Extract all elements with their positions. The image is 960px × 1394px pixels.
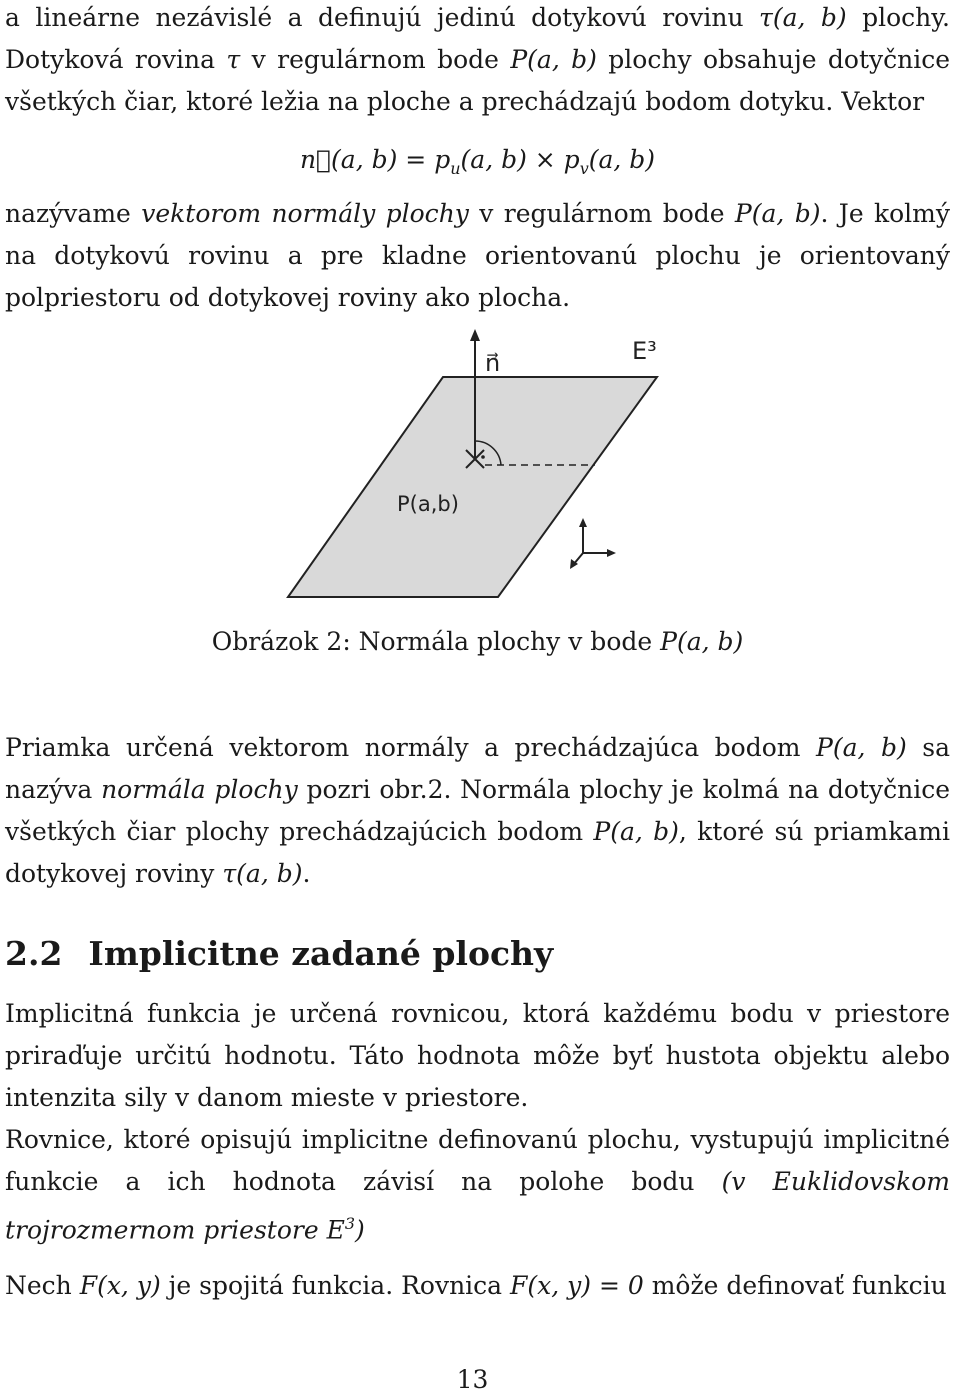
paragraph-tangent-plane xyxy=(5,0,950,123)
emphasis-text: (v Euklidovskom trojrozmernom priestore E xyxy=(5,1167,951,1245)
label-n: n⃗ xyxy=(485,349,501,377)
emphasis-term: normála plochy xyxy=(101,775,298,804)
text: pozri obr.2. Normála plochy je kolmá na dotyčnice všetkých čiar plochy prechádzajúcich bodom xyxy=(5,775,951,846)
text: Priamka určená vektorom normály a prechádzajúca bodom xyxy=(5,733,817,762)
tangent-plane-shape xyxy=(288,377,657,597)
page xyxy=(5,0,950,1307)
text: v regulárnom bode xyxy=(240,45,511,74)
eq-sub-v: v xyxy=(579,159,589,178)
caption-math: P(a, b) xyxy=(660,627,744,656)
math-pab: P(a, b) xyxy=(816,733,907,762)
text: , ktoré sú priamkami dotykovej roviny xyxy=(5,817,950,888)
axis-horizontal-arrowhead xyxy=(607,549,616,557)
section-number: 2.2 xyxy=(5,934,63,973)
text: . Je kolmý na dotykovú rovinu a pre kladne orientovanú plochu je orientovaný polpriestoru od dotykovej roviny ako plocha. xyxy=(5,199,951,312)
emphasis-term: vektorom normály plochy xyxy=(141,199,469,228)
normal-vector-arrowhead xyxy=(470,329,480,341)
section-heading xyxy=(5,931,950,977)
label-point: P(a,b) xyxy=(397,492,459,516)
eq-mid: (a, b) × p xyxy=(460,145,580,174)
page-number: 13 xyxy=(456,1365,489,1394)
emphasis-text: ) xyxy=(355,1215,365,1245)
math-tau: τ xyxy=(226,45,241,74)
text: nazývame xyxy=(5,199,142,228)
paragraph-implicit-2 xyxy=(5,1119,950,1251)
text: . xyxy=(302,859,311,888)
math-tau-ab: τ(a, b) xyxy=(759,3,847,32)
caption-text: Obrázok 2: Normála plochy v bode xyxy=(211,627,661,656)
paragraph-normal-vector xyxy=(5,193,950,319)
text: je spojitá funkcia. Rovnica xyxy=(160,1271,511,1301)
eq-rhs: (a, b) xyxy=(588,145,656,174)
section-title: Implicitne zadané plochy xyxy=(88,934,554,973)
math-fxy: F(x, y) xyxy=(79,1271,161,1301)
normal-vector-equation xyxy=(5,137,950,183)
math-equation: F(x, y) = 0 xyxy=(510,1271,644,1301)
text: a lineárne nezávislé a definujú jedinú dotykovú rovinu xyxy=(5,3,759,32)
text: plochy. Dotyková rovina xyxy=(5,3,951,74)
eq-lhs: n⃗(a, b) = p xyxy=(299,145,451,174)
label-e3: E³ xyxy=(632,337,657,365)
math-pab: P(a, b) xyxy=(593,817,679,846)
paragraph-last-line xyxy=(5,1265,950,1307)
math-pab: P(a, b) xyxy=(734,199,821,228)
right-angle-dot xyxy=(481,455,485,459)
figure-svg xyxy=(5,329,950,601)
axis-vertical-arrowhead xyxy=(579,518,587,527)
text: Nech xyxy=(5,1271,80,1301)
superscript: 3 xyxy=(344,1214,356,1233)
text: sa nazýva xyxy=(5,733,950,804)
text: v regulárnom bode xyxy=(468,199,735,228)
paragraph-implicit-1: Implicitná funkcia je určená rovnicou, ktorá každému bodu v priestore priraďuje určitú hodnotu. Táto hodnota môže byť hustota objektu alebo intenzita sily v danom mieste v priestore. xyxy=(5,999,950,1112)
eq-sub-u: u xyxy=(450,159,461,178)
paragraph-normal-line xyxy=(5,727,950,895)
text: Rovnice, ktoré opisujú implicitne definovanú plochu, vystupujú implicitné funkcie a ich hodnota závisí na polohe bodu xyxy=(5,1125,950,1196)
figure-caption xyxy=(5,621,950,663)
math-pab: P(a, b) xyxy=(510,45,597,74)
text: plochy obsahuje dotyčnice všetkých čiar, ktoré ležia na ploche a prechádzajú bodom dotyku. Vektor xyxy=(5,45,951,116)
text: môže definovať funkciu xyxy=(643,1271,947,1301)
figure-normal xyxy=(5,329,950,601)
math-tau-ab: τ(a, b) xyxy=(222,859,303,888)
